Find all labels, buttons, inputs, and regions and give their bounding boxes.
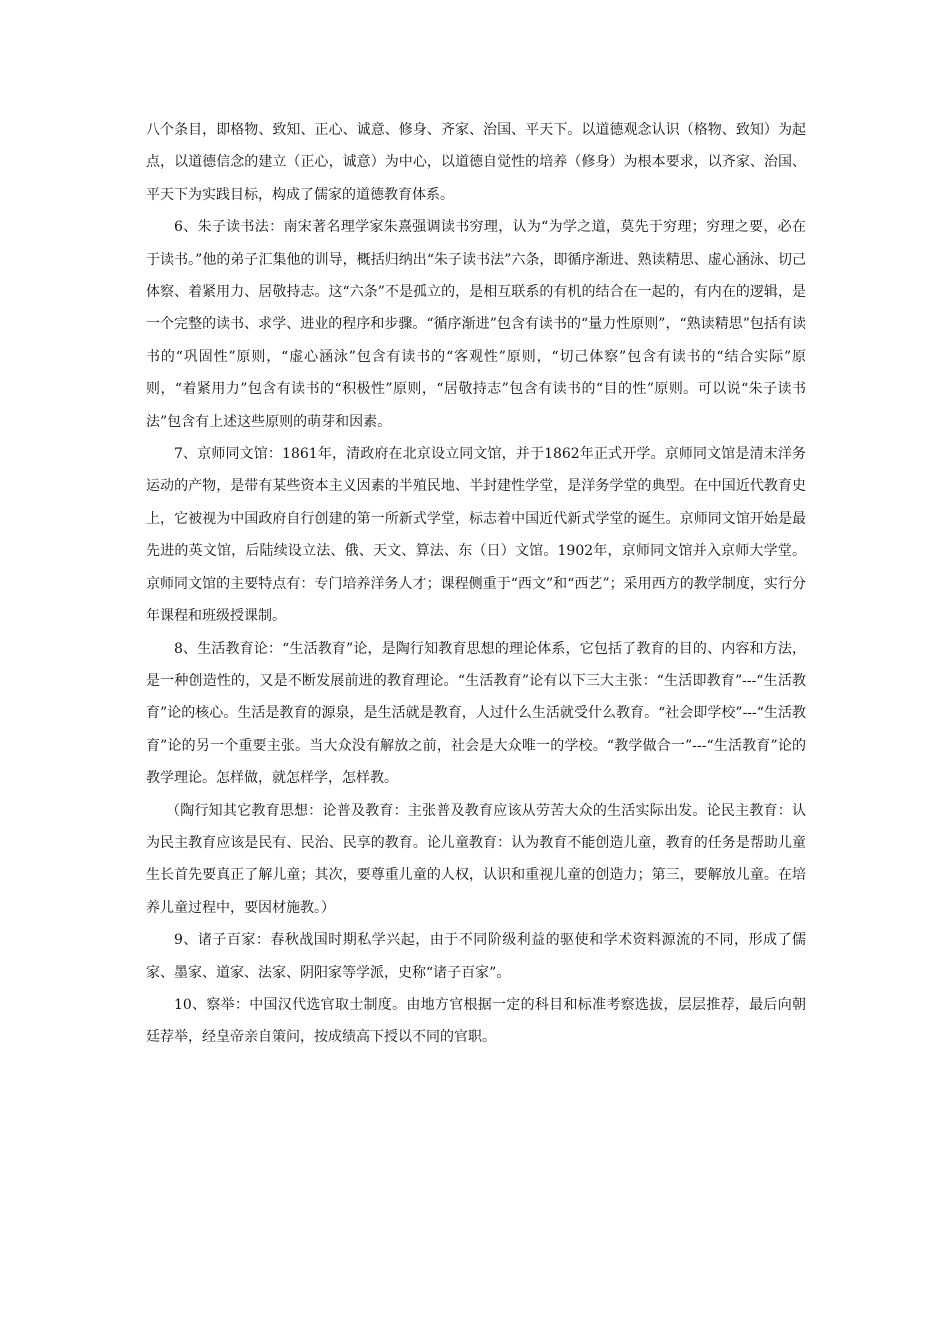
paragraph-tongwenguan: 7、京师同文馆：1861年，清政府在北京设立同文馆，并于1862年正式开学。京师同文馆是清末洋务运动的产物，是带有某些资本主义因素的半殖民地、半封建性学堂，是洋务学堂的典型。在中国近代教育史上，它被视为中国政府自行创建的第一所新式学堂，标志着中国近代新式学堂的诞生。京师同文馆开始是最先进的英文馆，后陆续设立法、俄、天文、算法、东（日）文馆。1902年，京师同文馆并入京师大学堂。京师同文馆的主要特点有：专门培养洋务人才；课程侧重于“西文”和“西艺”；采用西方的教学制度，实行分年课程和班级授课制。	[146, 446, 806, 625]
paragraph-life-education: 8、生活教育论：“生活教育”论，是陶行知教育思想的理论体系，它包括了教育的目的、内容和方法，是一种创造性的，又是不断发展前进的教育理论。“生活教育”论有以下三大主张：“生活即教育”---“生活教育”论的核心。生活是教育的源泉，是生活就是教育，人过什么生活就受什么教育。“社会即学校”---“生活教育”论的另一个重要主张。当大众没有解放之前，社会是大众唯一的学校。“教学做合一”---“生活教育”论的教学理论。怎样做，就怎样学，怎样教。	[146, 640, 806, 787]
paragraph-zhuzi-reading-method: 6、朱子读书法：南宋著名理学家朱熹强调读书穷理，认为“为学之道，莫先于穷理；穷理之要，必在于读书。”他的弟子汇集他的训导，概括归纳出“朱子读书法”六条，即循序渐进、熟读精思、虚心涵泳、切己体察、着紧用力、居敬持志。这“六条”不是孤立的，是相互联系的有机的结合在一起的，有内在的逻辑，是一个完整的读书、求学、进业的程序和步骤。“循序渐进”包含有读书的“量力性原则”，“熟读精思”包括有读书的“巩固性”原则，“虚心涵泳”包含有读书的“客观性”原则，“切己体察”包含有读书的“结合实际”原则，“着紧用力”包含有读书的“积极性”原则，“居敬持志”包含有读书的“目的性”原则。可以说“朱子读书法”包含有上述这些原则的萌芽和因素。	[146, 219, 806, 430]
paragraph-eight-items: 八个条目，即格物、致知、正心、诚意、修身、齐家、治国、平天下。以道德观念认识（格物、致知）为起点，以道德信念的建立（正心，诚意）为中心，以道德自觉性的培养（修身）为根本要求，以齐家、治国、平天下为实践目标，构成了儒家的道德教育体系。	[146, 122, 806, 203]
paragraph-tao-xingzhi-other-thoughts: （陶行知其它教育思想：论普及教育：主张普及教育应该从劳苦大众的生活实际出发。论民主教育：认为民主教育应该是民有、民治、民享的教育。论儿童教育：认为教育不能创造儿童，教育的任务是帮助儿童生长首先要真正了解儿童；其次，要尊重儿童的人权，认识和重视儿童的创造力；第三，要解放儿童。在培养儿童过程中，要因材施教。）	[146, 802, 806, 916]
paragraph-hundred-schools: 9、诸子百家：春秋战国时期私学兴起，由于不同阶级利益的驱使和学术资料源流的不同，形成了儒家、墨家、道家、法家、阴阳家等学派，史称“诸子百家”。	[146, 932, 806, 981]
paragraph-chaju: 10、察举：中国汉代选官取士制度。由地方官根据一定的科目和标准考察选拔，层层推荐，最后向朝廷荐举，经皇帝亲自策问，按成绩高下授以不同的官职。	[146, 996, 806, 1046]
document-page	[146, 114, 806, 1054]
